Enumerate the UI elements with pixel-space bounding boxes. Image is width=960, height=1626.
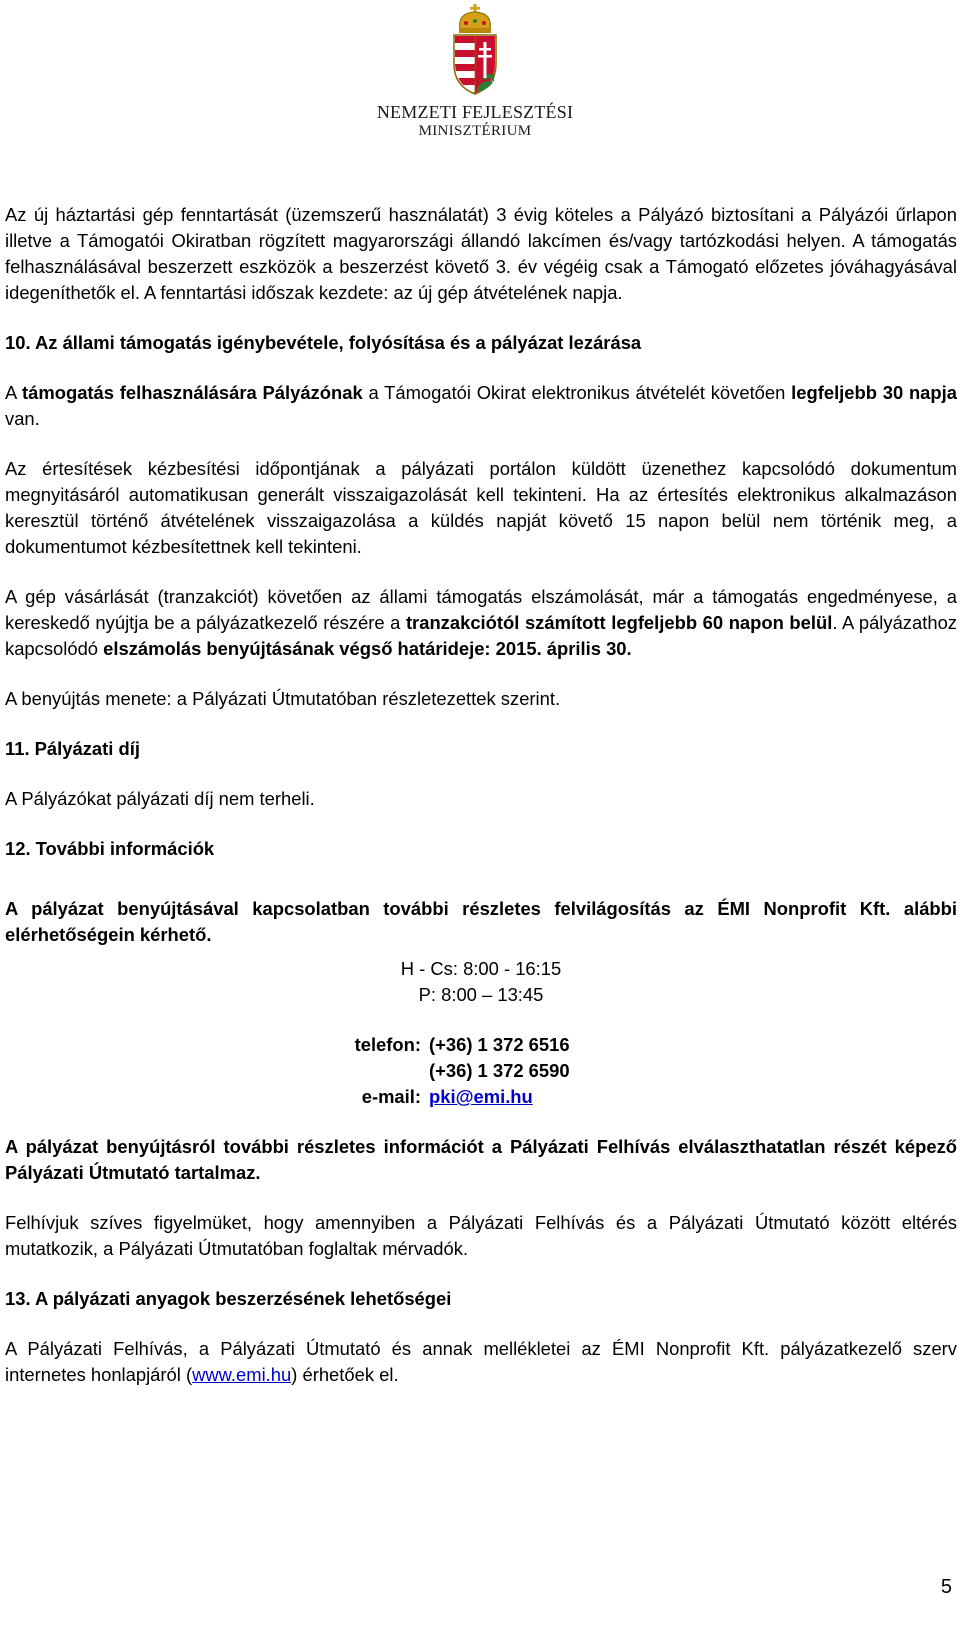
section-13-paragraph bbox=[5, 1336, 957, 1388]
ministry-line1: NEMZETI FEJLESZTÉSI bbox=[376, 102, 574, 122]
email-label: e-mail: bbox=[361, 1086, 421, 1107]
page-number: 5 bbox=[940, 1576, 952, 1598]
section-12-heading: 12. További információk bbox=[5, 838, 215, 859]
section-12-guide-paragraph: A pályázat benyújtásról további részletes információt a Pályázati Felhívás elválaszthatatlan részét képező Pályázati Útmutató tartalmaz. bbox=[5, 1136, 957, 1183]
section-12-info-paragraph: A pályázat benyújtásával kapcsolatban további részletes felvilágosítás az ÉMI Nonprofit Kft. alábbi elérhetőségein kérhető. bbox=[5, 898, 957, 945]
section-10-submission-paragraph: A benyújtás menete: a Pályázati Útmutatóban részletezettek szerint. bbox=[5, 688, 561, 709]
ministry-line2: MINISZTÉRIUM bbox=[418, 123, 532, 139]
ministry-logo-text bbox=[360, 103, 590, 141]
bold-run: elszámolás benyújtásának végső határideje: 2015. április 30. bbox=[103, 638, 632, 659]
section-10-notification-paragraph: Az értesítések kézbesítési időpontjának a pályázati portálon küldött üzenethez kapcsolódó dokumentum megnyitásáról automatikusan generált visszaigazolását kell tekinteni. Ha az értesítés elektronikus alkalmazáson keresztül történő átvételének visszaigazolása a küldés napját követő 15 napon belül nem történik meg, a dokumentumot kézbesítettnek kell tekinteni. bbox=[5, 458, 957, 557]
phone-label-spacer bbox=[321, 1058, 421, 1084]
email-row bbox=[261, 1084, 957, 1110]
bold-run: támogatás felhasználására Pályázónak bbox=[22, 382, 363, 403]
phone-row-1 bbox=[321, 1032, 957, 1058]
bold-run: legfeljebb 30 napja bbox=[791, 382, 957, 403]
phone-label: telefon: bbox=[354, 1034, 421, 1055]
phone-row-2 bbox=[321, 1058, 957, 1084]
contact-block bbox=[5, 956, 957, 1110]
page-header bbox=[0, 0, 960, 150]
website-link[interactable]: www.emi.hu bbox=[192, 1364, 292, 1385]
text-run: van. bbox=[5, 408, 40, 429]
maintenance-paragraph: Az új háztartási gép fenntartását (üzemszerű használatát) 3 évig köteles a Pályázó biztosítani a Pályázói űrlapon illetve a Támogatói Okiratban rögzített magyarországi állandó lakcímen és/vagy tartózkodási helyen. A támogatás felhasználásával beszerzett eszközök a beszerzést követő 3. év végéig csak a Támogató előzetes jóváhagyásával idegeníthetők el. A fenntartási időszak kezdete: az új gép átvételének napja. bbox=[5, 204, 957, 303]
phone-email-block bbox=[321, 1032, 957, 1110]
phone-number-1: (+36) 1 372 6516 bbox=[429, 1034, 570, 1055]
bold-run: tranzakciótól számított legfeljebb 60 napon belül bbox=[405, 612, 833, 633]
section-11-heading: 11. Pályázati díj bbox=[5, 738, 140, 759]
hungarian-coat-of-arms-icon bbox=[448, 4, 502, 96]
section-10-deadline-paragraph bbox=[5, 380, 957, 432]
section-10-settlement-paragraph bbox=[5, 584, 957, 662]
section-12-discrepancy-paragraph: Felhívjuk szíves figyelmüket, hogy amennyiben a Pályázati Felhívás és a Pályázati Útmutató között eltérés mutatkozik, a Pályázati Útmutatóban foglaltak mérvadók. bbox=[5, 1212, 957, 1259]
text-run: a Támogatói Okirat elektronikus átvételét követően bbox=[362, 382, 792, 403]
section-10-heading: 10. Az állami támogatás igénybevétele, folyósítása és a pályázat lezárása bbox=[5, 332, 642, 353]
section-13-heading: 13. A pályázati anyagok beszerzésének lehetőségei bbox=[5, 1288, 452, 1309]
section-11-paragraph: A Pályázókat pályázati díj nem terheli. bbox=[5, 788, 315, 809]
text-run: ) érhetőek el. bbox=[291, 1364, 399, 1385]
text-run: A gép vásárlását (tranzakciót) követően az állami támogatás elszámolását, már a támogatás engedményese, a kereskedő nyújtja be a pályázatkezelő részére a bbox=[5, 586, 957, 633]
text-run: A bbox=[5, 382, 23, 403]
email-link[interactable]: pki@emi.hu bbox=[429, 1086, 533, 1107]
phone-number-2: (+36) 1 372 6590 bbox=[429, 1060, 570, 1081]
hours-fri: P: 8:00 – 13:45 bbox=[418, 984, 544, 1005]
document-body bbox=[5, 202, 957, 1412]
text-run: A Pályázati Felhívás, a Pályázati Útmutató és annak mellékletei az ÉMI Nonprofit Kft. pályázatkezelő szerv internetes honlapjáról ( bbox=[5, 1338, 957, 1385]
text-run: . A pályázathoz kapcsolódó bbox=[5, 612, 957, 659]
hours-mon-thu: H - Cs: 8:00 - 16:15 bbox=[400, 958, 562, 979]
